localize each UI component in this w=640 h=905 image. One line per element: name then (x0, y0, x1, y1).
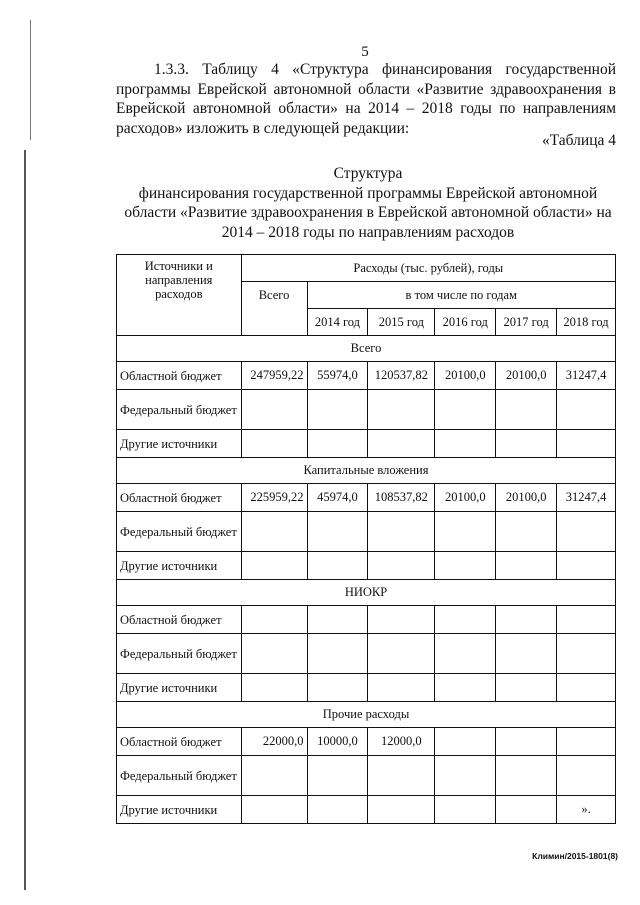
header-by-years: в том числе по годам (307, 282, 615, 309)
cell-y2015 (368, 430, 435, 458)
cell-y2014 (307, 634, 368, 674)
header-year: 2017 год (496, 309, 557, 336)
cell-total (241, 634, 307, 674)
header-year: 2015 год (368, 309, 435, 336)
cell-y2018: 31247,4 (557, 362, 616, 390)
row-label: Областной бюджет (117, 606, 242, 634)
row-label: Другие источники (117, 552, 242, 580)
cell-y2018 (557, 606, 616, 634)
cell-y2018 (557, 756, 616, 796)
table-row (117, 796, 616, 824)
table-row (117, 362, 616, 390)
cell-y2016 (435, 606, 496, 634)
cell-y2014 (307, 512, 368, 552)
cell-y2016 (435, 552, 496, 580)
cell-y2018 (557, 430, 616, 458)
cell-y2017 (496, 728, 557, 756)
cell-y2016: 20100,0 (435, 362, 496, 390)
cell-y2017 (496, 674, 557, 702)
cell-y2016 (435, 430, 496, 458)
cell-y2014 (307, 430, 368, 458)
row-label: Федеральный бюджет (117, 634, 242, 674)
heading-line-3: области «Развитие здравоохранения в Еврейской автономной области» на (124, 204, 612, 221)
section-title: Капитальные вложения (117, 458, 616, 484)
cell-total (241, 674, 307, 702)
intro-paragraph: 1.3.3. Таблицу 4 «Структура финансирования государственной программы Еврейской автономной области «Развитие здравоохранения в Еврейской автономной области» на 2014 – 2018 годы по направлениям расходов» изложить в следующей редакции: (116, 61, 616, 137)
section-title: Прочие расходы (117, 702, 616, 728)
cell-y2016 (435, 756, 496, 796)
cell-y2014 (307, 756, 368, 796)
cell-y2014 (307, 552, 368, 580)
cell-total (241, 796, 307, 824)
cell-y2017 (496, 634, 557, 674)
scan-edge-mark (30, 20, 31, 140)
cell-y2018 (557, 552, 616, 580)
scan-margin-line (24, 150, 26, 890)
cell-y2018 (557, 390, 616, 430)
table-row (117, 552, 616, 580)
table-reference: «Таблица 4 (541, 132, 616, 149)
cell-y2018 (557, 728, 616, 756)
cell-y2014: 55974,0 (307, 362, 368, 390)
cell-y2015 (368, 390, 435, 430)
table-row (117, 512, 616, 552)
table-row (117, 634, 616, 674)
cell-y2016 (435, 390, 496, 430)
cell-y2018 (557, 634, 616, 674)
table-heading (118, 164, 618, 242)
cell-y2016 (435, 674, 496, 702)
row-label: Областной бюджет (117, 362, 242, 390)
cell-total (241, 606, 307, 634)
financing-table (116, 254, 616, 824)
table-row (117, 484, 616, 512)
cell-total (241, 512, 307, 552)
cell-y2018 (557, 512, 616, 552)
cell-y2017 (496, 796, 557, 824)
cell-y2015 (368, 512, 435, 552)
cell-y2016 (435, 512, 496, 552)
cell-y2015 (368, 756, 435, 796)
row-label: Другие источники (117, 796, 242, 824)
table-row (117, 430, 616, 458)
row-label: Другие источники (117, 430, 242, 458)
row-label: Областной бюджет (117, 728, 242, 756)
cell-total (241, 390, 307, 430)
cell-y2018: ». (557, 796, 616, 824)
cell-y2015 (368, 552, 435, 580)
table-row (117, 756, 616, 796)
cell-total: 22000,0 (241, 728, 307, 756)
cell-y2016 (435, 728, 496, 756)
header-sources: Источники и направления расходов (117, 255, 242, 336)
cell-y2018: 31247,4 (557, 484, 616, 512)
row-label: Федеральный бюджет (117, 512, 242, 552)
cell-total: 225959,22 (241, 484, 307, 512)
cell-total (241, 430, 307, 458)
cell-y2015: 12000,0 (368, 728, 435, 756)
document-code: Климин/2015-1801(8) (532, 851, 618, 861)
row-label: Другие источники (117, 674, 242, 702)
table-row (117, 728, 616, 756)
row-label: Федеральный бюджет (117, 756, 242, 796)
cell-y2015 (368, 796, 435, 824)
header-year: 2018 год (557, 309, 616, 336)
cell-total (241, 756, 307, 796)
cell-y2017 (496, 606, 557, 634)
cell-y2017: 20100,0 (496, 362, 557, 390)
cell-y2015 (368, 674, 435, 702)
heading-line-2: финансирования государственной программы Еврейской автономной (138, 184, 598, 202)
cell-total (241, 552, 307, 580)
cell-total: 247959,22 (241, 362, 307, 390)
cell-y2015 (368, 634, 435, 674)
cell-y2017: 20100,0 (496, 484, 557, 512)
heading-line-1: Структура (333, 165, 403, 182)
cell-y2018 (557, 674, 616, 702)
cell-y2015: 108537,82 (368, 484, 435, 512)
header-year: 2016 год (435, 309, 496, 336)
cell-y2014 (307, 674, 368, 702)
cell-y2016 (435, 796, 496, 824)
table-row (117, 606, 616, 634)
row-label: Областной бюджет (117, 484, 242, 512)
cell-y2014 (307, 796, 368, 824)
section-title: НИОКР (117, 580, 616, 606)
page-number: 5 (361, 44, 369, 60)
header-expenses: Расходы (тыс. рублей), годы (241, 255, 615, 282)
cell-y2017 (496, 552, 557, 580)
cell-y2014 (307, 606, 368, 634)
cell-y2016 (435, 634, 496, 674)
section-title: Всего (117, 336, 616, 362)
table-row (117, 674, 616, 702)
table-row (117, 390, 616, 430)
cell-y2015: 120537,82 (368, 362, 435, 390)
cell-y2016: 20100,0 (435, 484, 496, 512)
cell-y2017 (496, 390, 557, 430)
cell-y2014: 10000,0 (307, 728, 368, 756)
cell-y2014: 45974,0 (307, 484, 368, 512)
cell-y2014 (307, 390, 368, 430)
header-total: Всего (241, 282, 307, 336)
cell-y2017 (496, 512, 557, 552)
row-label: Федеральный бюджет (117, 390, 242, 430)
heading-line-4: 2014 – 2018 годы по направлениям расходов (221, 223, 515, 241)
cell-y2017 (496, 430, 557, 458)
header-year: 2014 год (307, 309, 368, 336)
cell-y2017 (496, 756, 557, 796)
cell-y2015 (368, 606, 435, 634)
